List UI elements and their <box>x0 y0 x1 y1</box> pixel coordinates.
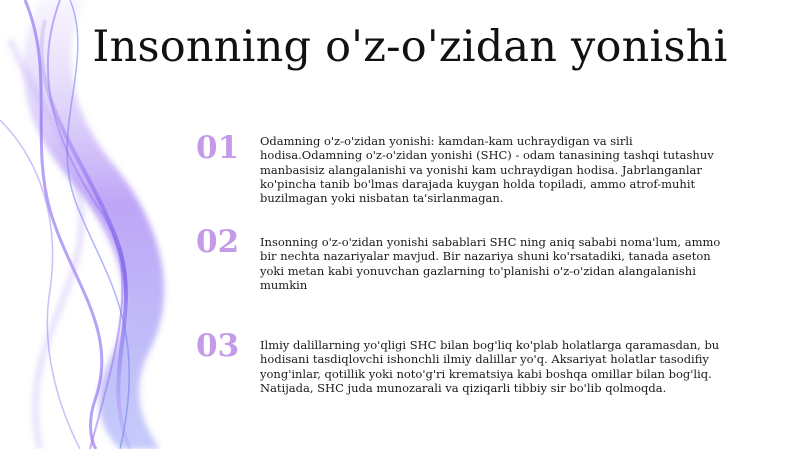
slide-title: Insonning o'z-o'zidan yonishi <box>92 22 728 72</box>
item-number-03: 03 <box>196 328 240 364</box>
item-text-03: Ilmiy dalillarning yo'qligi SHC bilan bog'liq ko'plab holatlarga qaramasdan, bu hodisani tasdiqlovchi ishonchli ilmiy dalillar yo'q. Aksariyat holatlar tasodifiy yong'inlar, qotillik yoki noto'g'ri krematsiya kabi boshqa omillar bilan bog'liq. Natijada, SHC juda munozarali va qiziqarli tibbiy sir bo'lib qolmoqda. <box>260 338 720 395</box>
item-number-02: 02 <box>196 224 240 260</box>
item-number-01: 01 <box>196 130 240 166</box>
item-text-02: Insonning o'z-o'zidan yonishi sabablari SHC ning aniq sababi noma'lum, ammo bir nechta nazariyalar mavjud. Bir nazariya shuni ko'rsatadiki, tanada aseton yoki metan kabi yonuvchan gazlarning to'planishi o'z-o'zidan alangalanishi mumkin <box>260 235 721 292</box>
item-text-01: Odamning o'z-o'zidan yonishi: kamdan-kam uchraydigan va sirli hodisa.Odamning o'z-o'zidan yonishi (SHC) - odam tanasining tashqi tutashuv manbasisiz alangalanishi va yonishi kam uchraydigan hodisa. Jabrlanganlar ko'pincha tanib bo'lmas darajada kuygan holda topiladi, ammo atrof-muhit buzilmagan yoki nisbatan ta'sirlanmagan. <box>260 134 714 206</box>
